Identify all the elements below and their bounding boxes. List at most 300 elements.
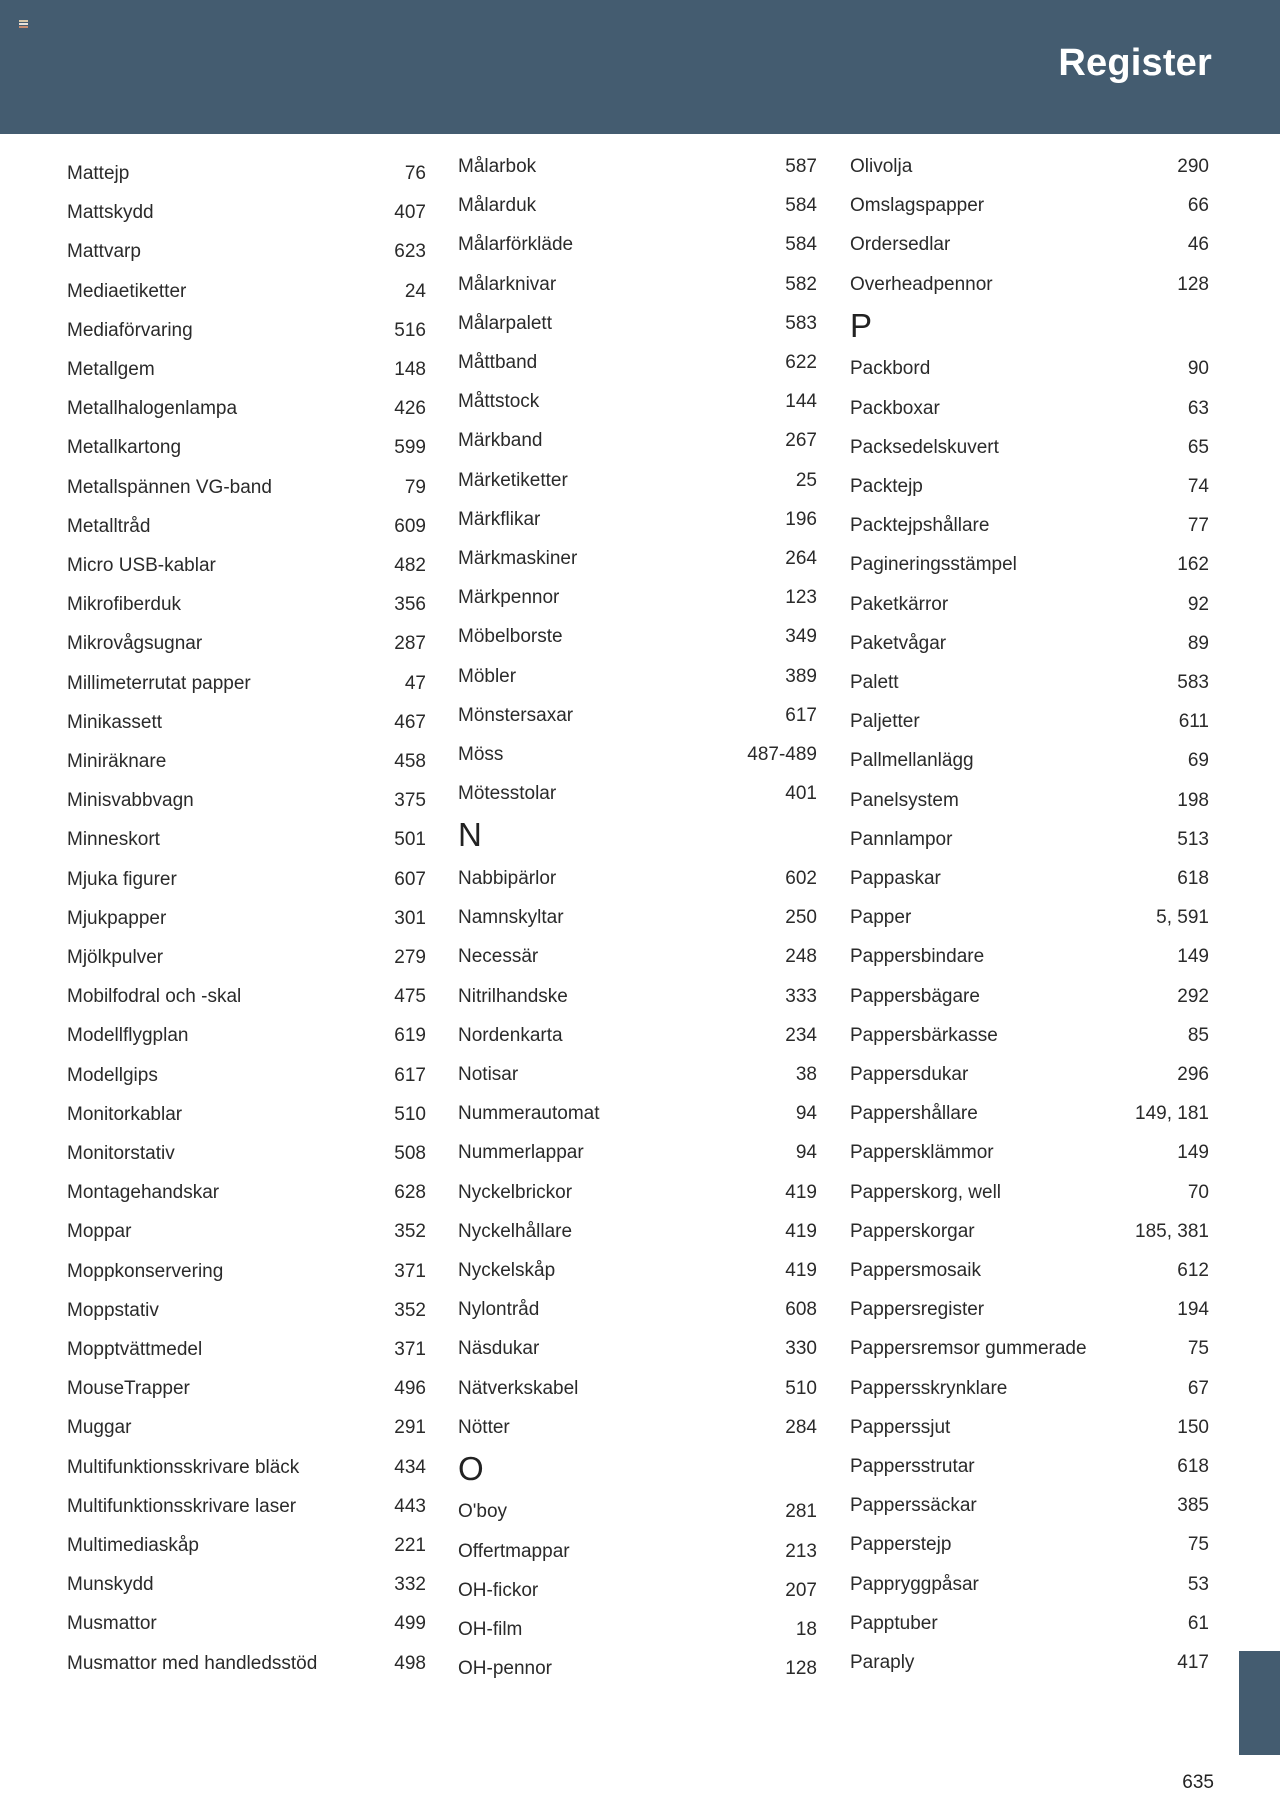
index-entry[interactable] <box>458 1217 817 1247</box>
index-entry[interactable] <box>67 1609 426 1639</box>
entry-page: 619 <box>394 1025 426 1047</box>
entry-page: 617 <box>394 1064 426 1086</box>
index-entry[interactable] <box>850 354 1209 384</box>
entry-page: 61 <box>1187 1612 1209 1634</box>
entry-page: 513 <box>1177 828 1209 850</box>
index-entry[interactable] <box>850 511 1209 541</box>
index-entry[interactable] <box>850 1334 1209 1364</box>
index-entry[interactable] <box>67 590 426 620</box>
index-entry[interactable] <box>67 786 426 816</box>
entry-page: 47 <box>404 672 426 694</box>
index-entry[interactable] <box>67 1296 426 1326</box>
index-entry[interactable] <box>67 159 426 189</box>
index-entry[interactable] <box>67 825 426 855</box>
index-entry[interactable] <box>67 904 426 934</box>
index-entry[interactable] <box>458 942 817 972</box>
index-entry[interactable] <box>67 551 426 581</box>
index-entry[interactable] <box>458 1654 817 1684</box>
index-entry[interactable] <box>67 355 426 385</box>
index-entry[interactable] <box>458 152 817 182</box>
entry-page: 419 <box>785 1220 817 1242</box>
entry-page: 508 <box>394 1143 426 1164</box>
index-entry[interactable] <box>67 1257 426 1287</box>
index-entry[interactable] <box>458 1060 817 1090</box>
index-entry[interactable] <box>67 1217 426 1247</box>
entry-page: 426 <box>394 398 426 420</box>
entry-page: 287 <box>394 633 426 655</box>
entry-name: Modellgips <box>67 1064 158 1086</box>
entry-page: 18 <box>795 1619 817 1640</box>
entry-name: Mikrovågsugnar <box>67 633 203 655</box>
entry-name: Monitorstativ <box>67 1143 175 1164</box>
letter-label: N <box>458 816 482 854</box>
index-entry[interactable] <box>458 466 817 496</box>
entry-name: Pappersbindare <box>850 946 985 968</box>
entry-name: Nummerautomat <box>458 1103 600 1125</box>
entry-page: 584 <box>785 195 817 217</box>
entry-name: Moppar <box>67 1221 132 1243</box>
entry-page: 94 <box>795 1103 817 1125</box>
index-entry[interactable] <box>458 622 817 652</box>
index-entry[interactable] <box>458 270 817 300</box>
index-entry[interactable] <box>458 779 817 809</box>
entry-page: 301 <box>394 907 426 929</box>
entry-page: 510 <box>785 1377 817 1399</box>
entry-name: Nyckelhållare <box>458 1220 573 1242</box>
index-entry[interactable] <box>458 1615 817 1645</box>
entry-name: OH-pennor <box>458 1658 552 1680</box>
entry-name: Ordersedlar <box>850 234 951 256</box>
entry-page: 599 <box>394 437 426 459</box>
entry-page: 443 <box>394 1495 426 1517</box>
entry-name: Möss <box>458 744 504 765</box>
index-entry[interactable] <box>850 1060 1209 1090</box>
entry-name: Målarduk <box>458 195 537 217</box>
entry-page: 63 <box>1187 397 1209 419</box>
entry-page: 267 <box>785 430 817 452</box>
entry-page: 248 <box>785 946 817 968</box>
index-entry[interactable] <box>850 1648 1209 1678</box>
entry-name: Panelsystem <box>850 789 959 811</box>
index-letter-heading <box>850 306 1209 344</box>
entry-name: Montagehandskar <box>67 1182 220 1204</box>
index-entry[interactable] <box>458 1256 817 1286</box>
entry-name: Märkflikar <box>458 508 541 530</box>
menu-icon[interactable] <box>19 20 28 27</box>
index-entry[interactable] <box>67 433 426 463</box>
entry-page: 24 <box>404 280 426 302</box>
entry-name: MouseTrapper <box>67 1378 190 1400</box>
entry-page: 607 <box>394 868 426 890</box>
index-entry[interactable] <box>850 1256 1209 1286</box>
entry-name: Målarbok <box>458 156 537 177</box>
index-entry[interactable] <box>458 1374 817 1404</box>
index-entry[interactable] <box>458 544 817 574</box>
index-entry[interactable] <box>458 230 817 260</box>
index-entry[interactable] <box>850 707 1209 737</box>
index-entry[interactable] <box>458 1497 817 1527</box>
entry-page: 602 <box>785 867 817 889</box>
entry-name: Packtejp <box>850 475 923 497</box>
entry-name: Papperssäckar <box>850 1495 977 1517</box>
index-entry[interactable] <box>67 669 426 699</box>
index-entry[interactable] <box>458 1099 817 1129</box>
entry-page: 162 <box>1177 554 1209 576</box>
entry-page: 144 <box>785 391 817 413</box>
index-entry[interactable] <box>458 662 817 692</box>
entry-page: 385 <box>1177 1495 1209 1517</box>
entry-page: 185, 381 <box>1135 1220 1209 1242</box>
entry-page: 332 <box>394 1574 426 1596</box>
index-entry[interactable] <box>458 505 817 535</box>
page-number: 635 <box>1182 1772 1214 1793</box>
entry-name: Märkpennor <box>458 587 560 609</box>
entry-name: Packtejpshållare <box>850 515 990 537</box>
index-entry[interactable] <box>850 864 1209 894</box>
entry-name: Musmattor <box>67 1613 157 1635</box>
entry-name: Paketkärror <box>850 593 949 615</box>
index-entry[interactable] <box>850 152 1209 182</box>
entry-page: 38 <box>795 1063 817 1085</box>
entry-name: Miniräknare <box>67 751 167 772</box>
index-entry[interactable] <box>850 786 1209 816</box>
entry-name: Packbord <box>850 358 931 380</box>
index-entry[interactable] <box>67 1649 426 1679</box>
index-entry[interactable] <box>67 1021 426 1051</box>
index-entry[interactable] <box>458 191 817 221</box>
entry-page: 70 <box>1187 1181 1209 1203</box>
index-entry[interactable] <box>850 1570 1209 1600</box>
index-entry[interactable] <box>850 1178 1209 1208</box>
entry-name: Mediaförvaring <box>67 319 193 341</box>
entry-page: 371 <box>394 1339 426 1360</box>
index-entry[interactable] <box>458 426 817 456</box>
entry-page: 79 <box>404 476 426 498</box>
entry-page: 90 <box>1187 358 1209 380</box>
entry-page: 194 <box>1177 1299 1209 1321</box>
index-entry[interactable] <box>850 629 1209 659</box>
entry-page: 467 <box>394 711 426 733</box>
entry-name: Möbler <box>458 665 517 687</box>
entry-name: Mikrofiberduk <box>67 594 182 616</box>
entry-name: Pappryggpåsar <box>850 1573 979 1595</box>
entry-name: Moppkonservering <box>67 1260 224 1282</box>
entry-name: Offertmappar <box>458 1540 570 1562</box>
entry-name: Notisar <box>458 1063 519 1085</box>
index-entry[interactable] <box>67 1061 426 1091</box>
index-entry[interactable] <box>850 394 1209 424</box>
entry-name: Nordenkarta <box>458 1024 563 1046</box>
index-entry[interactable] <box>67 512 426 542</box>
index-entry[interactable] <box>67 629 426 659</box>
index-entry[interactable] <box>850 433 1209 463</box>
entry-page: 583 <box>785 312 817 334</box>
entry-name: Märkmaskiner <box>458 548 578 569</box>
index-entry[interactable] <box>67 237 426 267</box>
index-entry[interactable] <box>850 472 1209 502</box>
entry-name: Modellflygplan <box>67 1025 189 1047</box>
entry-page: 281 <box>785 1501 817 1523</box>
entry-page: 609 <box>394 515 426 537</box>
entry-name: Nötter <box>458 1416 510 1438</box>
entry-name: Omslagspapper <box>850 195 985 217</box>
entry-name: Paketvågar <box>850 632 947 654</box>
index-entry[interactable] <box>850 1413 1209 1443</box>
entry-name: Metallhalogenlampa <box>67 398 238 420</box>
entry-page: 264 <box>785 548 817 569</box>
index-entry[interactable] <box>850 191 1209 221</box>
entry-name: Muggar <box>67 1417 132 1439</box>
entry-name: Namnskyltar <box>458 907 564 929</box>
entry-page: 371 <box>394 1260 426 1282</box>
entry-name: Mattskydd <box>67 202 154 224</box>
entry-page: 292 <box>1177 985 1209 1007</box>
entry-page: 618 <box>1177 1455 1209 1477</box>
entry-name: Pannlampor <box>850 828 953 850</box>
entry-name: Munskydd <box>67 1574 154 1596</box>
index-entry[interactable] <box>67 1531 426 1561</box>
index-entry[interactable] <box>850 942 1209 972</box>
index-entry[interactable] <box>67 1413 426 1443</box>
index-entry[interactable] <box>67 1100 426 1130</box>
entry-name: Papperstejp <box>850 1534 952 1556</box>
entry-name: Nätverkskabel <box>458 1377 579 1399</box>
entry-name: Målarpalett <box>458 312 552 334</box>
entry-page: 356 <box>394 594 426 616</box>
entry-name: Papptuber <box>850 1612 938 1634</box>
entry-name: Pallmellanlägg <box>850 750 974 772</box>
entry-page: 584 <box>785 234 817 256</box>
entry-name: Paraply <box>850 1651 915 1673</box>
index-entry[interactable] <box>850 1609 1209 1639</box>
entry-name: Packsedelskuvert <box>850 436 999 458</box>
entry-page: 279 <box>394 947 426 968</box>
index-entry[interactable] <box>67 1570 426 1600</box>
entry-name: Nyckelbrickor <box>458 1181 573 1203</box>
entry-name: Pappersbägare <box>850 985 980 1007</box>
index-entry[interactable] <box>67 1453 426 1483</box>
entry-name: Pappershållare <box>850 1103 978 1125</box>
index-entry[interactable] <box>850 746 1209 776</box>
index-entry[interactable] <box>458 1021 817 1051</box>
index-entry[interactable] <box>458 982 817 1012</box>
entry-page: 128 <box>1177 273 1209 295</box>
entry-page: 94 <box>795 1142 817 1164</box>
entry-name: Micro USB-kablar <box>67 555 216 576</box>
entry-name: Mjukpapper <box>67 907 167 929</box>
entry-name: Mötesstolar <box>458 783 557 805</box>
entry-name: Minikassett <box>67 711 163 733</box>
index-entry[interactable] <box>67 277 426 307</box>
index-entry[interactable] <box>67 316 426 346</box>
entry-name: Näsdukar <box>458 1338 540 1360</box>
index-entry[interactable] <box>458 387 817 417</box>
entry-page: 617 <box>785 704 817 726</box>
index-entry[interactable] <box>458 701 817 731</box>
index-entry[interactable] <box>850 982 1209 1012</box>
index-entry[interactable] <box>458 1138 817 1168</box>
index-entry[interactable] <box>458 864 817 894</box>
entry-page: 510 <box>394 1103 426 1125</box>
index-entry[interactable] <box>850 230 1209 260</box>
index-entry[interactable] <box>850 668 1209 698</box>
index-entry[interactable] <box>67 747 426 777</box>
entry-page: 401 <box>785 783 817 805</box>
index-entry[interactable] <box>850 825 1209 855</box>
index-entry[interactable] <box>458 1178 817 1208</box>
index-entry[interactable] <box>67 943 426 973</box>
entry-page: 622 <box>785 352 817 373</box>
index-entry[interactable] <box>458 309 817 339</box>
entry-name: Mobilfodral och -skal <box>67 986 242 1008</box>
entry-page: 284 <box>785 1416 817 1438</box>
index-entry[interactable] <box>67 1374 426 1404</box>
entry-name: Mjuka figurer <box>67 868 177 890</box>
index-entry[interactable] <box>458 1334 817 1364</box>
entry-name: Nummerlappar <box>458 1142 584 1164</box>
entry-page: 221 <box>394 1535 426 1556</box>
entry-name: Mopptvättmedel <box>67 1339 203 1360</box>
entry-page: 250 <box>785 907 817 929</box>
entry-page: 67 <box>1187 1377 1209 1399</box>
entry-page: 74 <box>1187 475 1209 497</box>
index-entry[interactable] <box>458 740 817 770</box>
index-entry[interactable] <box>458 903 817 933</box>
entry-page: 198 <box>1177 789 1209 811</box>
entry-name: Mattejp <box>67 163 130 184</box>
entry-name: Metallkartong <box>67 437 182 459</box>
entry-name: Metallgem <box>67 359 155 380</box>
entry-page: 419 <box>785 1181 817 1203</box>
index-entry[interactable] <box>850 1138 1209 1168</box>
entry-page: 150 <box>1177 1416 1209 1438</box>
index-entry[interactable] <box>850 1021 1209 1051</box>
entry-name: Mattvarp <box>67 241 141 263</box>
entry-name: Paljetter <box>850 711 920 733</box>
entry-name: Overheadpennor <box>850 273 993 295</box>
index-entry[interactable] <box>850 1099 1209 1129</box>
entry-page: 618 <box>1177 867 1209 889</box>
entry-page: 628 <box>394 1182 426 1204</box>
letter-label: O <box>458 1449 484 1487</box>
index-entry[interactable] <box>67 1335 426 1365</box>
entry-page: 333 <box>785 985 817 1007</box>
index-entry[interactable] <box>850 903 1209 933</box>
entry-name: Pappersbärkasse <box>850 1024 998 1046</box>
entry-page: 148 <box>394 359 426 380</box>
index-entry[interactable] <box>67 1139 426 1169</box>
index-entry[interactable] <box>850 1374 1209 1404</box>
entry-name: Nylontråd <box>458 1299 540 1321</box>
entry-page: 516 <box>394 319 426 341</box>
index-entry[interactable] <box>458 1537 817 1567</box>
entry-name: Pappersskrynklare <box>850 1377 1008 1399</box>
entry-page: 608 <box>785 1299 817 1321</box>
entry-page: 352 <box>394 1299 426 1321</box>
entry-page: 234 <box>785 1024 817 1046</box>
index-entry[interactable] <box>850 1491 1209 1521</box>
index-entry[interactable] <box>850 270 1209 300</box>
section-tab[interactable] <box>1239 1651 1280 1755</box>
entry-name: Nabbipärlor <box>458 867 557 889</box>
entry-name: Multifunktionsskrivare laser <box>67 1495 297 1517</box>
entry-page: 85 <box>1187 1024 1209 1046</box>
entry-page: 290 <box>1177 156 1209 177</box>
entry-page: 375 <box>394 790 426 812</box>
entry-name: Metallspännen VG-band <box>67 476 272 498</box>
index-entry[interactable] <box>67 473 426 503</box>
entry-page: 611 <box>1178 711 1209 733</box>
index-entry[interactable] <box>850 1452 1209 1482</box>
entry-page: 352 <box>394 1221 426 1243</box>
index-entry[interactable] <box>850 1295 1209 1325</box>
entry-page: 612 <box>1177 1259 1209 1281</box>
entry-name: Papper <box>850 907 912 929</box>
entry-page: 75 <box>1187 1338 1209 1360</box>
entry-name: Mönstersaxar <box>458 704 574 726</box>
entry-page: 46 <box>1187 234 1209 256</box>
entry-page: 196 <box>785 508 817 530</box>
index-entry[interactable] <box>458 1295 817 1325</box>
index-entry[interactable] <box>458 1576 817 1606</box>
entry-name: Pappaskar <box>850 867 941 889</box>
entry-name: Papperskorg, well <box>850 1181 1002 1203</box>
index-entry[interactable] <box>67 1178 426 1208</box>
index-entry[interactable] <box>67 198 426 228</box>
entry-page: 482 <box>394 555 426 576</box>
entry-page: 89 <box>1187 632 1209 654</box>
index-entry[interactable] <box>67 394 426 424</box>
index-entry[interactable] <box>850 550 1209 580</box>
entry-name: Packboxar <box>850 397 940 419</box>
entry-name: Papperssjut <box>850 1416 951 1438</box>
index-entry[interactable] <box>67 1492 426 1522</box>
index-entry[interactable] <box>67 982 426 1012</box>
entry-page: 25 <box>795 469 817 491</box>
entry-name: Mjölkpulver <box>67 947 164 968</box>
entry-page: 291 <box>394 1417 426 1439</box>
index-entry[interactable] <box>67 865 426 895</box>
entry-page: 330 <box>785 1338 817 1360</box>
entry-name: OH-fickor <box>458 1579 539 1601</box>
entry-name: Metalltråd <box>67 515 151 537</box>
entry-page: 92 <box>1187 593 1209 615</box>
entry-name: Pappersdukar <box>850 1063 969 1085</box>
entry-page: 487-489 <box>747 744 817 765</box>
entry-name: Märketiketter <box>458 469 568 491</box>
index-entry[interactable] <box>67 708 426 738</box>
index-entry[interactable] <box>458 1413 817 1443</box>
index-entry[interactable] <box>458 348 817 378</box>
entry-page: 123 <box>785 587 817 609</box>
entry-page: 77 <box>1187 515 1209 537</box>
entry-name: Monitorkablar <box>67 1103 183 1125</box>
index-entry[interactable] <box>850 1530 1209 1560</box>
index-entry[interactable] <box>458 583 817 613</box>
entry-page: 417 <box>1177 1651 1209 1673</box>
entry-name: Minneskort <box>67 829 160 851</box>
page-header <box>0 0 1280 134</box>
entry-page: 213 <box>785 1540 817 1562</box>
entry-page: 296 <box>1177 1063 1209 1085</box>
entry-name: Pappersklämmor <box>850 1142 994 1164</box>
index-entry[interactable] <box>850 1217 1209 1247</box>
entry-page: 496 <box>394 1378 426 1400</box>
entry-page: 128 <box>785 1658 817 1680</box>
entry-page: 389 <box>785 665 817 687</box>
entry-page: 407 <box>394 202 426 224</box>
index-entry[interactable] <box>850 590 1209 620</box>
